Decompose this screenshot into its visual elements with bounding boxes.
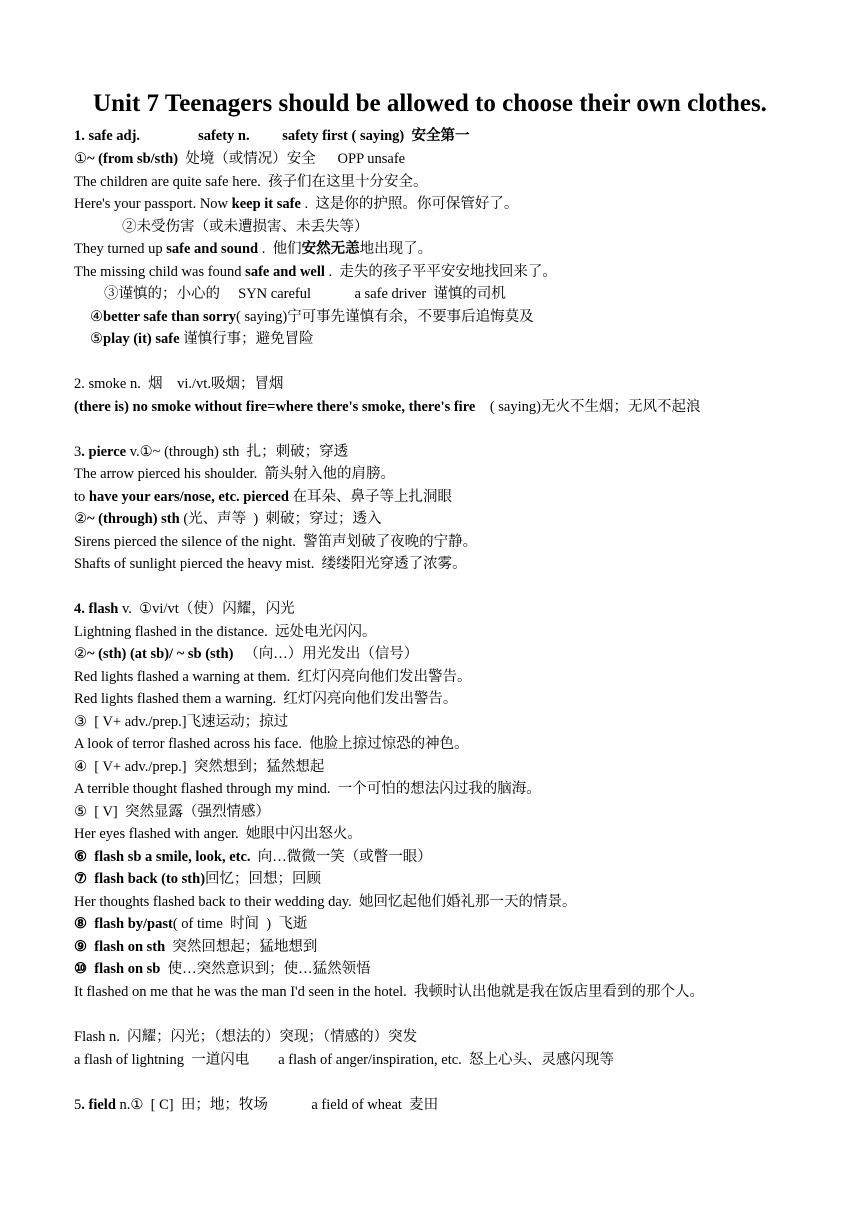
text-run: 在耳朵、鼻子等上扎洞眼	[288, 489, 453, 505]
bold-text: (there is) no smoke without fire=where there's smoke, there's fire	[74, 399, 476, 415]
text-run: 突然回想起；猛地想到	[165, 939, 318, 955]
bold-text: ⑨ flash on sth	[74, 939, 166, 955]
bold-text: have your ears/nose, etc. pierced	[88, 489, 289, 505]
text-run: The children are quite safe here. 孩子们在这里十分安全。	[74, 174, 428, 190]
text-run: ②未受伤害（或未遭损害、未丢失等）	[122, 219, 369, 235]
text-run: Red lights flashed them a warning. 红灯闪亮向他们发出警告。	[74, 691, 458, 707]
text-run: A terrible thought flashed through my mind. 一个可怕的想法闪过我的脑海。	[74, 781, 541, 797]
bold-text: better safe than sorry	[103, 309, 237, 325]
text-line	[74, 194, 518, 214]
text-run: 谨慎行事；避免冒险	[179, 331, 314, 347]
text-run: ③ [ V+ adv./prep.]飞速运动；掠过	[74, 714, 289, 730]
text-run: Red lights flashed a warning at them. 红灯闪亮向他们发出警告。	[74, 669, 472, 685]
text-line	[74, 1027, 417, 1047]
text-line	[74, 734, 469, 754]
text-line	[74, 172, 428, 192]
text-line	[74, 239, 432, 259]
text-line	[74, 442, 348, 462]
text-line	[74, 1095, 438, 1115]
text-run: A look of terror flashed across his face. 他脸上掠过惊恐的神色。	[74, 736, 469, 752]
text-run: ⑤	[90, 331, 103, 347]
bold-text: ~ (sth) (at sb)/ ~ sb (sth)	[87, 646, 234, 662]
text-line	[74, 847, 432, 867]
text-line	[90, 329, 314, 349]
text-run: ②	[74, 511, 87, 527]
text-line	[74, 824, 362, 844]
text-line	[74, 644, 418, 664]
text-run: ( saying)无火不生烟；无风不起浪	[475, 399, 701, 415]
bold-text: ⑧ flash by/past	[74, 916, 173, 932]
bold-text: safe and sound	[166, 241, 259, 257]
text-line	[74, 397, 700, 417]
text-run: 2. smoke n. 烟 vi./vt.吸烟；冒烟	[74, 376, 284, 392]
text-run: . 他们	[258, 241, 302, 257]
text-run: Flash n. 闪耀；闪光；（想法的）突现；（情感的）突发	[74, 1029, 418, 1045]
text-line	[74, 622, 376, 642]
text-run: Here's your passport. Now	[74, 196, 232, 212]
text-run: . 走失的孩子平平安安地找回来了。	[324, 264, 557, 280]
text-run: Lightning flashed in the distance. 远处电光闪闪。	[74, 624, 377, 640]
text-line	[74, 982, 704, 1002]
text-run: ③谨慎的；小心的 SYN careful a safe driver 谨慎的司机	[104, 286, 506, 302]
text-run: n.① [ C] 田；地；牧场 a field of wheat 麦田	[115, 1097, 439, 1113]
text-run: a flash of lightning 一道闪电 a flash of anger/inspiration, etc. 怒上心头、灵感闪现等	[74, 1052, 615, 1068]
text-run: ④ [ V+ adv./prep.] 突然想到；猛然想起	[74, 759, 325, 775]
bold-text: safe and well	[245, 264, 325, 280]
text-run: . 这是你的护照。你可保管好了。	[300, 196, 519, 212]
bold-text: play (it) safe	[103, 331, 180, 347]
text-run: It flashed on me that he was the man I'd seen in the hotel. 我顿时认出他就是我在饭店里看到的那个人。	[74, 984, 705, 1000]
text-line	[74, 937, 317, 957]
bold-text: . field	[81, 1097, 116, 1113]
text-line	[74, 126, 470, 146]
text-line	[74, 374, 283, 394]
bold-text: 安然无恙	[301, 241, 360, 257]
page-title: Unit 7 Teenagers should be allowed to choose their own clothes.	[93, 90, 767, 117]
text-line	[74, 599, 295, 619]
text-line	[74, 464, 395, 484]
text-run: ( of time 时间 ) 飞逝	[172, 916, 308, 932]
text-line	[122, 217, 369, 237]
text-line	[104, 284, 506, 304]
bold-text: . pierce	[81, 444, 127, 460]
text-run: ④	[90, 309, 103, 325]
text-run: They turned up	[74, 241, 167, 257]
text-line	[74, 689, 457, 709]
text-run: 回忆；回想；回顾	[205, 871, 322, 887]
text-run: Her thoughts flashed back to their wedding day. 她回忆起他们婚礼那一天的情景。	[74, 894, 577, 910]
text-line	[74, 914, 307, 934]
text-line	[90, 307, 534, 327]
bold-text: ~ (from sb/sth)	[87, 151, 179, 167]
text-run: The arrow pierced his shoulder. 箭头射入他的肩膀。	[74, 466, 395, 482]
text-run: （向…）用光发出（信号）	[233, 646, 419, 662]
text-line	[74, 892, 576, 912]
text-line	[74, 712, 288, 732]
text-line	[74, 802, 270, 822]
text-line	[74, 262, 557, 282]
text-run: v.①~ (through) sth 扎；刺破；穿透	[126, 444, 349, 460]
bold-text: ⑩ flash on sb	[74, 961, 161, 977]
text-run: 向…微微一笑（或瞥一眼）	[250, 849, 432, 865]
text-line	[74, 554, 467, 574]
text-line	[74, 532, 477, 552]
text-run: Her eyes flashed with anger. 她眼中闪出怒火。	[74, 826, 362, 842]
bold-text: ~ (through) sth	[87, 511, 180, 527]
bold-text: keep it safe	[231, 196, 301, 212]
text-line	[74, 757, 324, 777]
text-line	[74, 667, 472, 687]
text-line	[74, 869, 321, 889]
text-run: The missing child was found	[74, 264, 246, 280]
text-run: Shafts of sunlight pierced the heavy mist. 缕缕阳光穿透了浓雾。	[74, 556, 467, 572]
text-run: ( saying)宁可事先谨慎有余，不要事后追悔莫及	[236, 309, 534, 325]
text-line	[74, 487, 452, 507]
text-run: ②	[74, 646, 87, 662]
text-run: to	[74, 489, 89, 505]
bold-text: 4. flash	[74, 601, 119, 617]
text-run: 处境（或情况）安全 OPP unsafe	[178, 151, 406, 167]
bold-text: ⑥ flash sb a smile, look, etc.	[74, 849, 251, 865]
text-line	[74, 1050, 614, 1070]
text-run: 3	[74, 444, 82, 460]
text-run: 使…突然意识到；使…猛然领悟	[160, 961, 371, 977]
text-run: ①	[74, 151, 87, 167]
text-run: ⑤ [ V] 突然显露（强烈情感）	[74, 804, 270, 820]
text-line	[74, 779, 541, 799]
text-line	[74, 149, 405, 169]
text-run: 地出现了。	[359, 241, 433, 257]
text-run: v. ①vi/vt（使）闪耀，闪光	[118, 601, 295, 617]
text-run: 5	[74, 1097, 82, 1113]
bold-text: safety n. safety first ( saying) 安全第一	[140, 128, 470, 144]
text-line	[74, 959, 371, 979]
text-line	[74, 509, 381, 529]
text-run: (光、声等 ) 刺破；穿过；透入	[179, 511, 382, 527]
bold-text: ⑦ flash back (to sth)	[74, 871, 206, 887]
bold-text: 1. safe adj.	[74, 128, 141, 144]
text-run: Sirens pierced the silence of the night. 警笛声划破了夜晚的宁静。	[74, 534, 478, 550]
